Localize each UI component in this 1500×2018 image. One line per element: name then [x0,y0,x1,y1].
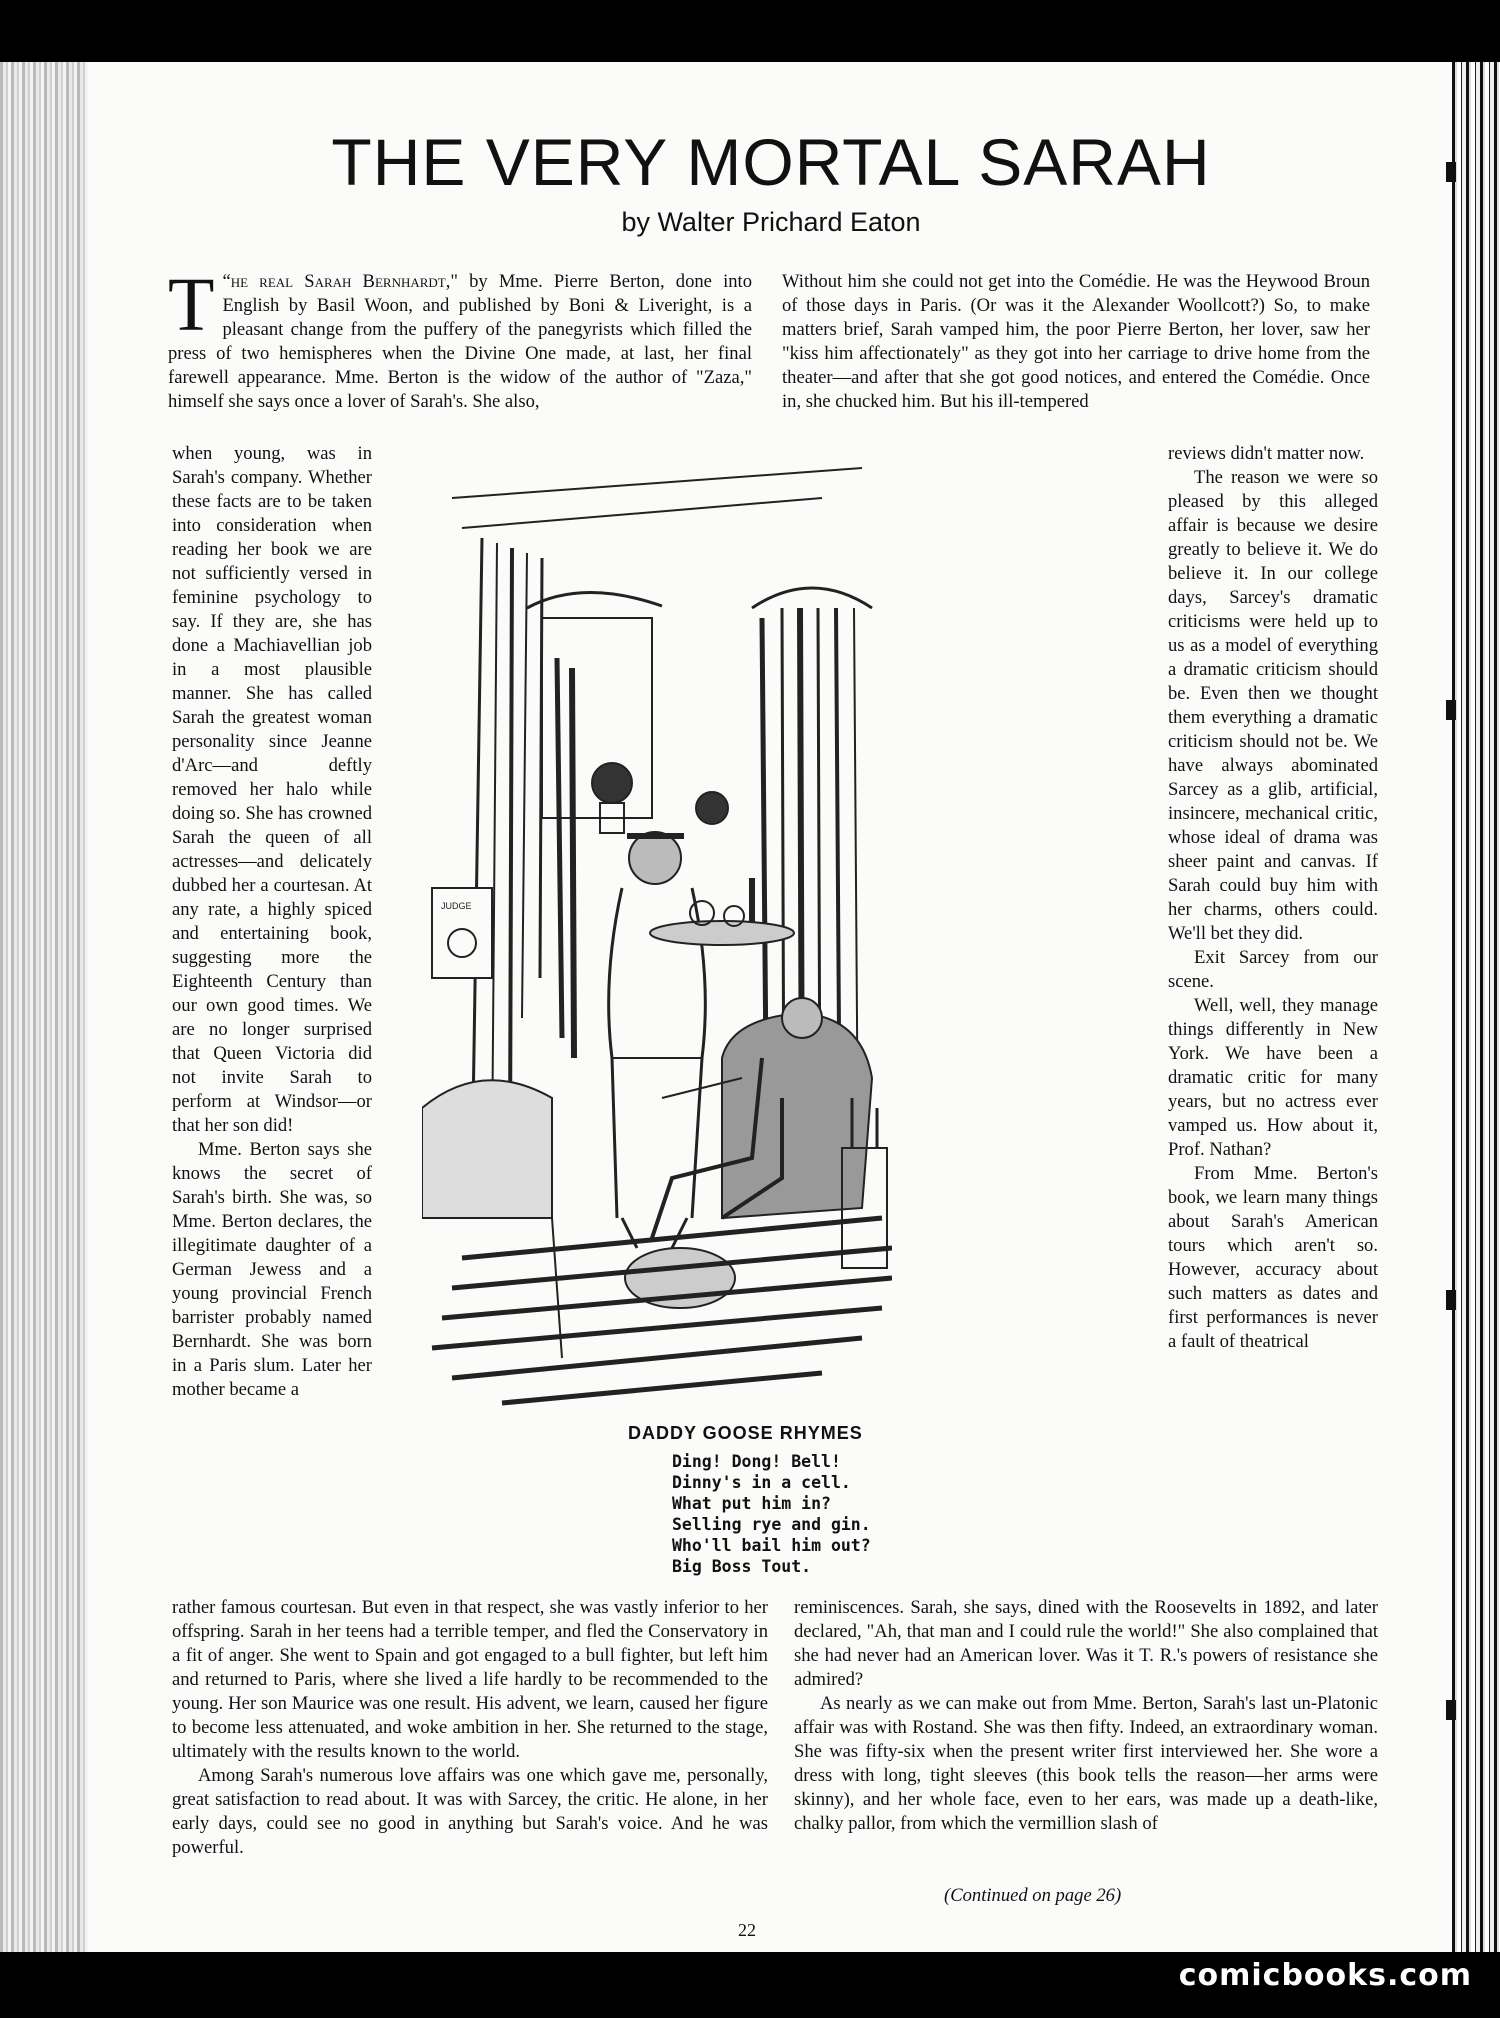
site-watermark: comicbooks.com [1178,1958,1472,1993]
column-narrow-left [172,442,372,1402]
column-bottom-left [172,1596,768,1860]
column-top-left [168,263,752,414]
page-tab-marker [1446,1700,1456,1720]
column-narrow-right [1168,442,1378,1354]
poster-label: JUDGE [441,901,472,911]
rhyme-line: Big Boss Tout. [672,1557,812,1576]
rhyme-line: What put him in? [672,1494,831,1513]
paragraph: Well, well, they manage things differently in New York. We have been a dramatic critic for many years, but no actress ever vamped us. How about it, Prof. Nathan? [1168,995,1378,1160]
lead-smallcaps: he real Sarah Bernhardt, [230,271,451,292]
page-number: 22 [738,1920,756,1940]
article-title: THE VERY MORTAL SARAH [331,125,1211,199]
right-page-edges [1452,62,1500,1952]
serving-tray [650,921,794,945]
paragraph: when young, was in Sarah's company. Whether these facts are to be taken into consideration when reading her book we are not sufficiently versed in feminine psychology to say. If they are, she has done a Machiavellian job in a most plausible manner. She has called Sarah the greatest woman personality since Jeanne d'Arc—and deftly removed her halo while doing so. She has crowned Sarah the queen of all actresses—and delicately dubbed her a courtesan. At any rate, a highly spiced and entertaining book, suggesting more the Eighteenth Century than our own good times. We are no longer surprised that Queen Victoria did not invite Sarah to perform at Windsor—or that her son did! [172,443,372,1136]
rhyme-line: Ding! Dong! Bell! [672,1452,841,1471]
continued-notice: (Continued on page 26) [944,1885,1122,1906]
paragraph: Mme. Berton says she knows the secret of Sarah's birth. She was, so Mme. Berton declares, the illegitimate daughter of a German Jewess and a young provincial French barrister probably named Bernhardt. She was born in a Paris slum. Later her mother became a [172,1139,372,1400]
paragraph: reminiscences. Sarah, she says, dined with the Roosevelts in 1892, and later declared, "Ah, that man and I could rule the world!" She also complained that she had never had an American lover. Was it T. R.'s powers of resistance she admired? [794,1597,1378,1690]
paragraph: reviews didn't matter now. [1168,443,1365,464]
paragraph: From Mme. Berton's book, we learn many things about Sarah's American tours which aren't so. However, accuracy about such matters as dates and first performances is never a fault of theatrical [1168,1163,1378,1352]
cartoon-illustration [422,458,892,1413]
article-byline: by Walter Prichard Eaton [621,207,921,237]
paragraph: Among Sarah's numerous love affairs was one which gave me, personally, great satisfaction to read about. It was with Sarcey, the critic. He alone, in her early days, could see no good in anything but Sarah's voice. And he was powerful. [172,1765,768,1858]
butler-figure [609,832,706,1248]
left-page-edges [0,62,92,1952]
paragraph: As nearly as we can make out from Mme. Berton, Sarah's last un-Platonic affair was with Rostand. She was then fifty. Indeed, an extraordinary woman. She was fifty-six when the present writer first interviewed her. She wore a dress with long, tight sleeves (this book tells the reason—her arms were skinny), and her whole face, even to her ears, was made up a death-like, chalky pallor, from which the vermillion slash of [794,1693,1378,1834]
paragraph: rather famous courtesan. But even in that respect, she was vastly inferior to her offspring. Sarah in her teens had a terrible temper, and fled the Conservatory in a fit of anger. She went to Spain and got engaged to a bull fighter, but left him and returned to Paris, where she lived a life hardly to be recommended to the young. Her son Maurice was one result. His advent, we learn, caused her figure to become less attenuated, and woke ambition in her. She returned to the stage, ultimately with the results known to the world. [172,1597,768,1762]
caption-rhyme [672,1451,972,1577]
rhyme-line: Dinny's in a cell. [672,1473,851,1492]
page-tab-marker [1446,700,1456,720]
paragraph: The reason we were so pleased by this alleged affair is because we desire greatly to believe it. We do believe it. In our college days, Sarcey's dramatic criticisms were held up to us as a model of everything a dramatic criticism should be. Even then we thought them everything a dramatic criticism should not be. We have always abominated Sarcey as a glib, artificial, insincere, mechanical critic, whose ideal of drama was sheer paint and canvas. If Sarah could buy him with her charms, others could. We'll bet they did. [1168,467,1378,944]
paragraph: Without him she could not get into the Comédie. He was the Heywood Broun of those days in Paris. (Or was it the Alexander Woollcott?) So, to make matters brief, Sarah vamped him, the poor Pierre Berton, her lover, saw her "kiss him affectionately" as they got into her carriage to drive home from the theater—and after that she got good notices, and entered the Comédie. Once in, she chucked him. But his ill-tempered [782,271,1370,412]
column-top-right [782,270,1370,414]
rhyme-line: Who'll bail him out? [672,1536,871,1555]
rhyme-line: Selling rye and gin. [672,1515,871,1534]
opening-quote: “ [222,271,231,292]
page-tab-marker [1446,1290,1456,1310]
illustration-caption: DADDY GOOSE RHYMES [628,1423,863,1443]
lead-text: " by Mme. Pierre Berton, done into English by Basil Woon, and published by Boni & Liveright, is a pleasant change from the puffery of the panegyrists which filled the press of two hemispheres when the Divine One made, at last, her final farewell appearance. Mme. Berton is the widow of the author of "Zaza," himself she says once a lover of Sarah's. She also, [168,271,752,412]
paragraph: Exit Sarcey from our scene. [1168,947,1378,992]
column-bottom-right [794,1596,1378,1836]
drop-cap: T [168,263,215,347]
